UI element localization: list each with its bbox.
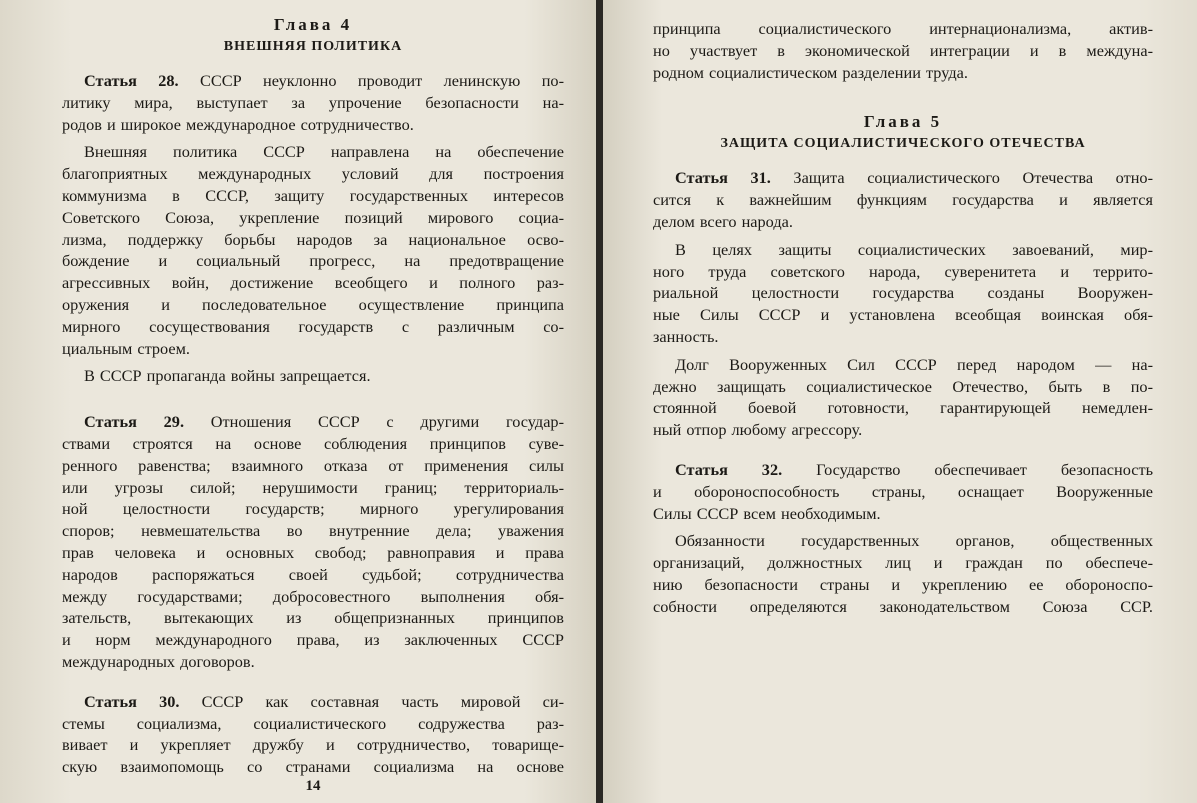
paragraph-line: бождение и социальный прогресс, на предотвращение <box>62 251 564 271</box>
right-page <box>603 0 1197 803</box>
paragraph-line: родном социалистическом разделении труда. <box>653 62 968 82</box>
article-30-continuation <box>653 18 1153 83</box>
paragraph-line: делом всего народа. <box>653 211 793 231</box>
paragraph-line: международных договоров. <box>62 651 255 671</box>
article-30-label: Статья 30. <box>84 691 180 711</box>
article-30-line-1: Статья 30. СССР как составная часть мировой си- <box>84 691 565 711</box>
article-28-line-1: Статья 28. СССР неуклонно проводит ленинскую по- <box>84 71 564 90</box>
article-31-line-1: Статья 31. Защита социалистического Отечества отно- <box>675 168 1153 188</box>
paragraph-line: ные Силы СССР и установлена всеобщая воинская обя- <box>653 305 1153 325</box>
paragraph-line: или угрозы силой; нерушимости границ; территориаль- <box>62 477 564 497</box>
paragraph-line: В целях защиты социалистических завоеваний, мир- <box>675 239 1153 259</box>
paragraph-line: мирного сосуществования государств с различным со- <box>62 316 564 336</box>
article-28-label: Статья 28. <box>84 71 179 90</box>
paragraph-line: благоприятных международных условий для построения <box>62 164 564 184</box>
paragraph-line: скую взаимопомощь со странами социализма на основе <box>62 757 564 777</box>
paragraph-line: стемы социализма, социалистического содружества раз- <box>62 713 564 733</box>
paragraph-line: зательств, вытекающих из общепризнанных принципов <box>62 608 564 628</box>
paragraph-line: Обязанности государственных органов, общественных <box>675 531 1153 551</box>
article-32-line-1: Статья 32. Государство обеспечивает безопасность <box>675 459 1154 479</box>
paragraph-line: стоянной боевой готовности, гарантирующей немедлен- <box>653 398 1153 418</box>
paragraph-line: и норм международного права, из заключенных СССР <box>62 630 564 650</box>
paragraph-line: ного труда советского народа, суверенитета и террито- <box>653 261 1153 281</box>
article-32 <box>653 459 1153 524</box>
article-28 <box>62 70 564 135</box>
paragraph-line: ной целостности государств; мирного урегулирования <box>62 499 564 519</box>
article-31-label: Статья 31. <box>675 168 771 188</box>
left-page <box>0 0 596 803</box>
paragraph-line: ствами строятся на основе соблюдения принципов суве- <box>62 433 564 453</box>
paragraph-line: но участвует в экономической интеграции и в междуна- <box>653 40 1153 60</box>
obligations-paragraph <box>653 530 1153 617</box>
book-gutter <box>596 0 603 803</box>
paragraph-line: собности определяются законодательством Союза ССР. <box>653 596 1153 616</box>
paragraph-line: Советского Союза, укрепление позиций мирового социа- <box>62 207 564 227</box>
paragraph-line: Долг Вооруженных Сил СССР перед народом — на- <box>675 354 1153 374</box>
foreign-policy-paragraph <box>62 141 564 359</box>
paragraph-line: сится к важнейшим функциям государства и является <box>653 190 1153 210</box>
article-29-line-1: Статья 29. Отношения СССР с другими государ- <box>84 412 564 432</box>
page-number-left: 14 <box>305 778 321 794</box>
article-31 <box>653 167 1153 232</box>
war-propaganda-paragraph <box>62 365 564 387</box>
paragraph-line: споров; невмешательства во внутренние дела; уважения <box>62 521 564 541</box>
paragraph-line: дежно защищать социалистическое Отечество, быть в по- <box>653 376 1153 396</box>
paragraph-line: В СССР пропаганда войны запрещается. <box>84 366 371 386</box>
paragraph-line: вивает и укрепляет дружбу и сотрудничество, товарище- <box>62 735 564 755</box>
paragraph-line: ный отпор любому агрессору. <box>653 420 863 440</box>
paragraph-line: лизма, поддержку борьбы народов за национальное осво- <box>62 229 564 249</box>
article-28-line-3: родов и широкое международное сотрудничество. <box>62 114 414 134</box>
article-28-line-2: литику мира, выступает за упрочение безопасности на- <box>62 92 564 112</box>
paragraph-line: циальным строем. <box>62 338 190 358</box>
paragraph-line: организаций, должностных лиц и граждан по обеспече- <box>653 553 1153 573</box>
paragraph-line: Силы СССР всем необходимым. <box>653 503 881 523</box>
paragraph-line: принципа социалистического интернационализма, актив- <box>653 19 1153 38</box>
paragraph-line: прав человека и основных свобод; равноправия и права <box>62 542 564 562</box>
chapter-4-subtitle: ВНЕШНЯЯ ПОЛИТИКА <box>223 39 403 54</box>
article-29 <box>62 411 564 673</box>
chapter-5-title: Глава 5 <box>863 112 943 132</box>
duty-paragraph <box>653 354 1153 441</box>
paragraph-line: народов распоряжаться своей судьбой; сотрудничества <box>62 564 564 584</box>
paragraph-line: ренного равенства; взаимного отказа от применения силы <box>62 455 564 475</box>
paragraph-line: оружения и последовательное осуществление принципа <box>62 294 564 314</box>
armed-forces-paragraph <box>653 239 1153 348</box>
article-32-label: Статья 32. <box>675 459 783 479</box>
paragraph-line: и обороноспособность страны, оснащает Вооруженные <box>653 481 1153 501</box>
chapter-5-subtitle: ЗАЩИТА СОЦИАЛИСТИЧЕСКОГО ОТЕЧЕСТВА <box>720 136 1086 152</box>
article-29-label: Статья 29. <box>84 412 185 432</box>
paragraph-line: агрессивных войн, достижение всеобщего и полного раз- <box>62 273 564 293</box>
paragraph-line: риальной целостности государства созданы Вооружен- <box>653 283 1153 303</box>
paragraph-line: нию безопасности страны и укреплению ее обороноспо- <box>653 574 1153 594</box>
paragraph-line: между государствами; добросовестного выполнения обя- <box>62 586 564 606</box>
article-30 <box>62 691 564 778</box>
paragraph-line: занность. <box>653 326 719 346</box>
paragraph-line: Внешняя политика СССР направлена на обеспечение <box>84 142 564 162</box>
paragraph-line: коммунизма в СССР, защиту государственных интересов <box>62 185 564 205</box>
chapter-4-title: Глава 4 <box>273 15 353 34</box>
